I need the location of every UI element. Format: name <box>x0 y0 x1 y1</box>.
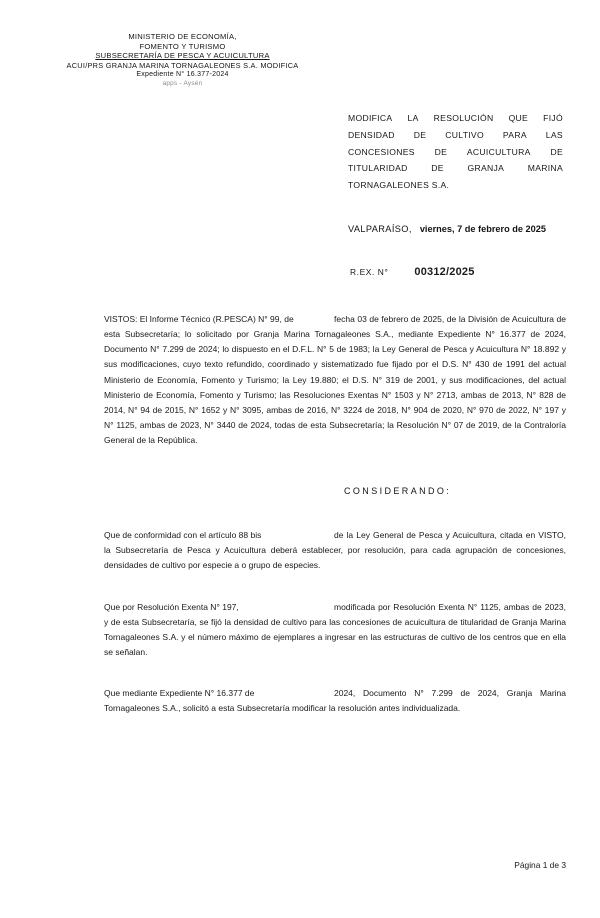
title-word: QUE <box>508 113 529 123</box>
title-word: MARINA <box>527 163 563 174</box>
page-number-label: Página 1 de 3 <box>514 860 566 870</box>
title-word: PARA <box>502 129 527 140</box>
title-word: FIJÓ <box>543 113 563 123</box>
considerando-2-lead: Que por Resolución Exenta N° 197, <box>104 601 239 612</box>
considerando-paragraph-3 <box>104 686 566 716</box>
letterhead-subsecretaria: SUBSECRETARÍA DE PESCA Y ACUICULTURA <box>95 51 270 61</box>
considerando-3-lead: Que mediante Expediente N° 16.377 de <box>104 688 255 698</box>
resolution-number-value: 00312/2025 <box>414 266 475 278</box>
vistos-paragraph <box>104 312 566 448</box>
page-footer <box>0 860 566 870</box>
title-word: DE <box>431 163 444 174</box>
letterhead-ministry-line-1: MINISTERIO DE ECONOMÍA, <box>128 32 237 41</box>
title-line-3 <box>348 144 563 161</box>
vistos-lead: VISTOS: El Informe Técnico (R.PESCA) N° 99, de <box>104 314 294 324</box>
issue-date-line <box>348 224 546 234</box>
letterhead <box>40 32 325 88</box>
title-word: MODIFICA <box>348 113 393 123</box>
resolution-number-label: R.EX. N° <box>350 267 389 277</box>
title-line-4 <box>348 160 563 177</box>
resolution-number-row <box>350 266 475 278</box>
title-line-5: TORNAGALEONES S.A. <box>348 180 450 190</box>
vistos-text: fecha 03 de febrero de 2025, de la División de Acuicultura de esta Subsecretaría; lo solicitado por Granja Marina Tornagaleones S.A., mediante Expediente N° 16.377 de 2024, Documento N° 7.299 de 2024; lo dispuesto en el D.F.L. N° 5 de 1983; la Ley General de Pesca y Acuicultura N° 18.892 y sus modificaciones, cuyo texto refundido, coordinado y sistematizado fue fijado por el D.S. N° 430 de 1991 del actual Ministerio de Economía, Fomento y Turismo; la Ley 19.880; el D.S. N° 319 de 2001, y sus modificaciones, del actual Ministerio de Economía, Fomento y Turismo; las Resoluciones Exentas N° 1503 y N° 2713, ambas de 2013, N° 828 de 2014, N° 94 de 2015, N° 1652 y N° 3095, ambas de 2016, N° 3224 de 2018, N° 904 de 2020, N° 970 de 2022, N° 197 y N° 1125, ambas de 2023, N° 3440 de 2024, todas de esta Subsecretaría; la Resolución N° 07 de 2019, de la Contraloría General de la República. <box>104 314 566 445</box>
considerando-paragraph-1 <box>104 528 566 573</box>
title-word: CULTIVO <box>445 129 484 140</box>
considerando-3-text: 2024, Documento N° 7.299 de 2024, Granja Marina Tornagaleones S.A., solicitó a esta Subsecretaría modificar la resolución antes individualizada. <box>104 688 566 714</box>
issue-date: viernes, 7 de febrero de 2025 <box>419 224 546 234</box>
title-word: LAS <box>545 129 563 140</box>
title-word: RESOLUCIÓN <box>433 113 494 123</box>
title-line-2 <box>348 127 563 144</box>
considerando-1-text: de la Ley General de Pesca y Acuicultura, citada en VISTO, la Subsecretaría de Pesca y Acuicultura deberá establecer, por resolución, para cada agrupación de concesiones, densidades de cultivo por especie a o grupo de especies. <box>104 530 566 571</box>
considerando-paragraph-2 <box>104 600 566 661</box>
letterhead-region-code: apps - Aysén <box>162 79 203 87</box>
title-word: DE <box>550 146 563 157</box>
title-word: ACUICULTURA <box>466 146 531 157</box>
title-word: CONCESIONES <box>348 146 415 157</box>
title-line-1 <box>348 110 563 127</box>
title-word: LA <box>407 113 419 123</box>
considerando-2-text: modificada por Resolución Exenta N° 1125, ambas de 2023, y de esta Subsecretaría, se fijó la densidad de cultivo para las concesiones de acuicultura de titularidad de Granja Marina Tornagaleones S.A. y el número máximo de ejemplares a ingresar en las estructuras de cultivo de los centros que en ella se señalan. <box>104 601 566 657</box>
letterhead-ministry-line-2: FOMENTO Y TURISMO <box>139 41 226 51</box>
resolution-title-block <box>348 110 563 194</box>
title-word: DENSIDAD <box>348 129 395 140</box>
letterhead-reference: ACUI/PRS GRANJA MARINA TORNAGALEONES S.A. MODIFICA <box>66 61 299 71</box>
title-word: TITULARIDAD <box>348 163 408 174</box>
considerando-heading: CONSIDERANDO: <box>344 486 452 497</box>
issue-city: VALPARAÍSO, <box>348 224 412 234</box>
considerando-1-lead: Que de conformidad con el artículo 88 bis <box>104 530 262 541</box>
document-body <box>104 312 566 716</box>
letterhead-expediente: Expediente N° 16.377-2024 <box>136 70 229 78</box>
title-word: DE <box>413 129 427 140</box>
title-word: GRANJA <box>467 163 505 174</box>
title-word: DE <box>434 146 448 157</box>
